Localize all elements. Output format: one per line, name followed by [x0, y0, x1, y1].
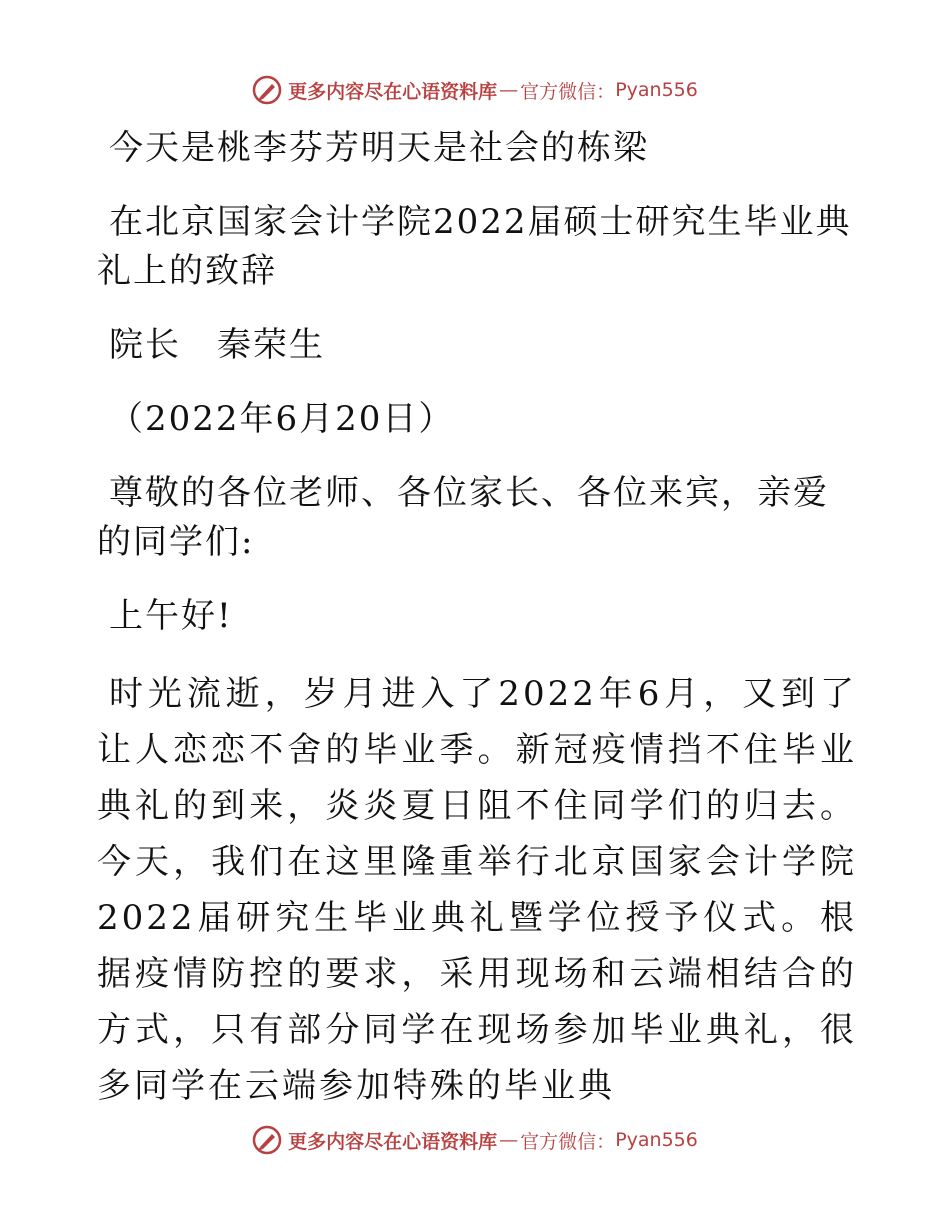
document-title: 今天是桃李芬芳明天是社会的栋梁: [109, 128, 649, 168]
document-date: （2022年6月20日）: [109, 399, 455, 439]
watermark-header: [0, 70, 950, 110]
watermark-id: Pyan556: [615, 79, 698, 101]
watermark-id: Pyan556: [615, 1129, 698, 1151]
document-greeting: 上午好!: [109, 596, 233, 636]
pen-logo-icon: [252, 1125, 282, 1155]
document-paragraph: 时光流逝，岁月进入了2022年6月，又到了让人恋恋不舍的毕业季。新冠疫情挡不住毕业典礼的到来，炎炎夏日阻不住同学们的归去。今天，我们在这里隆重举行北京国家会计学院2022届研究生毕业典礼暨学位授予仪式。根据疫情防控的要求，采用现场和云端相结合的方式，只有部分同学在现场参加毕业典礼，很多同学在云端参加特殊的毕业典: [97, 674, 857, 1106]
document-body: [97, 124, 857, 1139]
pen-logo-icon: [252, 75, 282, 105]
watermark-text: 更多内容尽在心语资料库: [288, 80, 498, 103]
watermark-separator: —: [499, 1129, 519, 1151]
watermark-label: 官方微信：: [520, 1130, 616, 1153]
document-salutation: 尊敬的各位老师、各位家长、各位来宾，亲爱的同学们:: [97, 473, 829, 562]
document-subtitle: 在北京国家会计学院2022届硕士研究生毕业典礼上的致辞: [97, 202, 852, 291]
watermark-separator: —: [499, 79, 519, 101]
watermark-text: 更多内容尽在心语资料库: [288, 1130, 498, 1153]
watermark-footer: [0, 1120, 950, 1160]
watermark-label: 官方微信：: [520, 80, 616, 103]
document-author: 院长 秦荣生: [109, 325, 325, 365]
